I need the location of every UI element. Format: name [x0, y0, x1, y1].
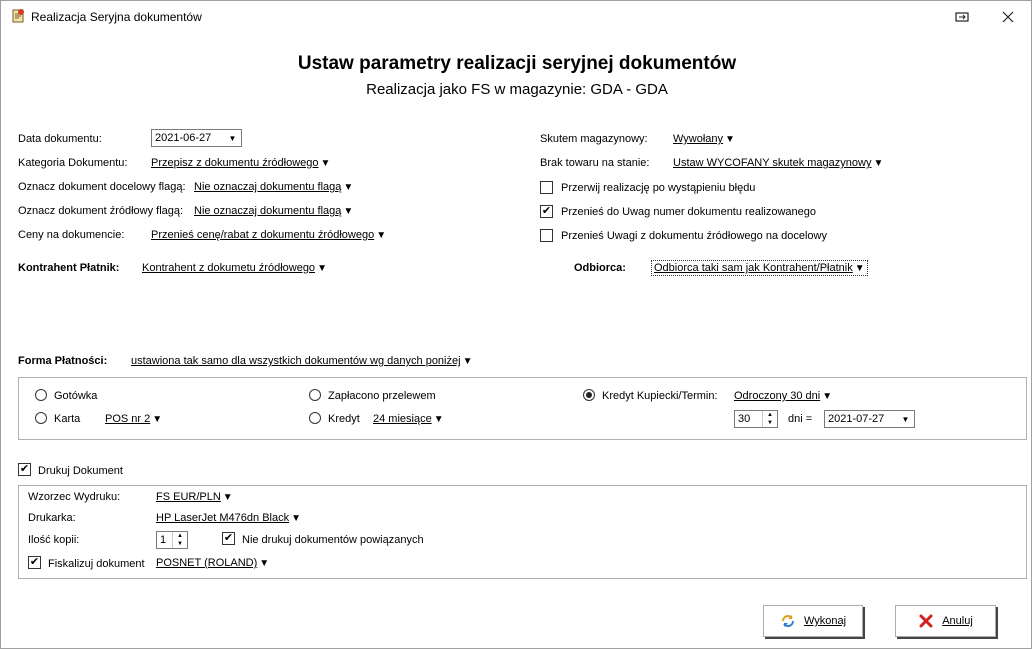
- fiskalizuj-dropdown[interactable]: [156, 557, 269, 569]
- payment-group: [18, 377, 1027, 440]
- kopie-value: 1: [160, 534, 167, 546]
- ceny-label: Ceny na dokumencie:: [18, 229, 125, 241]
- anuluj-label: Anuluj: [942, 615, 973, 627]
- zaplacono-label: Zapłacono przelewem: [328, 390, 436, 402]
- drukarka-dropdown[interactable]: [156, 512, 301, 524]
- fiskalizuj-label: Fiskalizuj dokument: [48, 558, 145, 570]
- kredyt-kupiecki-label: Kredyt Kupiecki/Termin:: [602, 390, 718, 402]
- dropdown-arrow-icon: ▼: [725, 134, 735, 145]
- chevron-down-icon: ▼: [228, 133, 237, 143]
- forma-platnosci-label: Forma Płatności:: [18, 355, 108, 367]
- gotowka-radio[interactable]: [35, 389, 47, 401]
- dropdown-arrow-icon: ▼: [222, 492, 233, 503]
- kopie-label: Ilość kopii:: [28, 534, 80, 546]
- spinner-arrows-icon[interactable]: ▲ ▼: [172, 532, 187, 548]
- zaplacono-radio[interactable]: [309, 389, 321, 401]
- przenies-uwagi-label: Przenieś Uwagi z dokumentu źródłowego na docelowy: [561, 230, 827, 242]
- anuluj-button[interactable]: [895, 605, 996, 637]
- drukarka-value: HP LaserJet M476dn Black: [156, 512, 290, 524]
- kredyt-dropdown[interactable]: [373, 413, 444, 425]
- wykonaj-button[interactable]: [763, 605, 863, 637]
- ceny-dropdown[interactable]: [151, 229, 386, 241]
- przerwij-label: Przerwij realizację po wystąpieniu błędu: [561, 182, 756, 194]
- forma-platnosci-dropdown[interactable]: [131, 355, 472, 367]
- kategoria-value: Przepisz z dokumentu źródłowego: [151, 157, 319, 169]
- karta-value: POS nr 2: [105, 413, 151, 425]
- kredyt-kupiecki-radio[interactable]: [583, 389, 595, 401]
- page-subtitle: Realizacja jako FS w magazynie: GDA - GDA: [366, 81, 668, 98]
- brak-towaru-dropdown[interactable]: [673, 157, 883, 169]
- kontrahent-dropdown[interactable]: [142, 262, 327, 274]
- drukuj-label: Drukuj Dokument: [38, 465, 123, 477]
- odbiorca-dropdown[interactable]: [651, 260, 868, 276]
- przenies-uwagi-checkbox[interactable]: [540, 229, 553, 242]
- dropdown-arrow-icon: ▼: [433, 414, 444, 425]
- flaga-docelowy-dropdown[interactable]: [194, 181, 353, 193]
- app-icon: [10, 8, 26, 24]
- window-title: Realizacja Seryjna dokumentów: [31, 10, 202, 24]
- dropdown-arrow-icon: ▼: [320, 158, 331, 169]
- cancel-x-icon: [918, 613, 934, 629]
- brak-towaru-value: Ustaw WYCOFANY skutek magazynowy: [673, 157, 872, 169]
- restore-icon: [955, 11, 969, 23]
- checkmark-icon: ✔: [223, 532, 234, 544]
- dropdown-arrow-icon: ▼: [873, 158, 884, 169]
- dropdown-arrow-icon: ▼: [822, 391, 833, 402]
- dni-label: dni =: [788, 413, 813, 425]
- przenies-numer-checkbox[interactable]: [540, 205, 553, 218]
- flaga-zrodlowy-value: Nie oznaczaj dokumentu flagą: [194, 205, 342, 217]
- nie-drukuj-checkbox[interactable]: [222, 532, 235, 545]
- flaga-docelowy-label: Oznacz dokument docelowy flagą:: [18, 181, 186, 193]
- kategoria-label: Kategoria Dokumentu:: [18, 157, 128, 169]
- odbiorca-value: Odbiorca taki sam jak Kontrahent/Płatnik: [654, 262, 853, 274]
- checkmark-icon: ✔: [19, 463, 30, 475]
- drukuj-checkbox[interactable]: [18, 463, 31, 476]
- dropdown-arrow-icon: ▼: [317, 263, 327, 274]
- termin-date-picker[interactable]: [824, 410, 915, 428]
- checkmark-icon: ✔: [541, 205, 552, 217]
- kredyt-radio[interactable]: [309, 412, 321, 424]
- karta-radio[interactable]: [35, 412, 47, 424]
- close-icon: [1002, 11, 1014, 23]
- drukarka-label: Drukarka:: [28, 512, 76, 524]
- gotowka-label: Gotówka: [54, 390, 98, 402]
- kredyt-value: 24 miesiące: [373, 413, 432, 425]
- dropdown-arrow-icon: ▼: [259, 558, 270, 569]
- ceny-value: Przenieś cenę/rabat z dokumentu źródłowego: [151, 229, 375, 241]
- dropdown-arrow-icon: ▼: [152, 414, 163, 425]
- dropdown-arrow-icon: ▼: [343, 206, 354, 217]
- fiskalizuj-value: POSNET (ROLAND): [156, 557, 258, 569]
- kredyt-label: Kredyt: [328, 413, 360, 425]
- skutek-value: Wywołany: [673, 133, 724, 145]
- karta-label: Karta: [54, 413, 81, 425]
- wykonaj-label: Wykonaj: [803, 615, 847, 627]
- przenies-numer-label: Przenieś do Uwag numer dokumentu realizowanego: [561, 206, 816, 218]
- kredyt-kupiecki-value: Odroczony 30 dni: [734, 390, 821, 402]
- title-bar: [1, 1, 1031, 32]
- nie-drukuj-label: Nie drukuj dokumentów powiązanych: [242, 534, 424, 546]
- refresh-icon: [780, 613, 796, 629]
- kredyt-kupiecki-dropdown[interactable]: [734, 390, 832, 402]
- wzorzec-dropdown[interactable]: [156, 491, 233, 503]
- spinner-arrows-icon[interactable]: ▲ ▼: [762, 411, 777, 427]
- data-dokumentu-label: Data dokumentu:: [18, 133, 102, 145]
- odbiorca-label: Odbiorca:: [574, 262, 626, 274]
- skutek-dropdown[interactable]: [673, 133, 735, 145]
- forma-platnosci-value: ustawiona tak samo dla wszystkich dokumentów wg danych poniżej: [131, 355, 461, 367]
- dropdown-arrow-icon: ▼: [376, 230, 387, 241]
- wzorzec-value: FS EUR/PLN: [156, 491, 221, 503]
- checkmark-icon: ✔: [29, 556, 40, 568]
- dni-spinner[interactable]: [734, 410, 778, 428]
- kontrahent-label: Kontrahent Płatnik:: [18, 262, 120, 274]
- karta-dropdown[interactable]: [105, 413, 162, 425]
- brak-towaru-label: Brak towaru na stanie:: [540, 157, 650, 169]
- dropdown-arrow-icon: ▼: [291, 513, 301, 524]
- restore-button[interactable]: [939, 1, 985, 32]
- flaga-docelowy-value: Nie oznaczaj dokumentu flagą: [194, 181, 342, 193]
- kontrahent-value: Kontrahent z dokumetu źródłowego: [142, 262, 316, 274]
- skutek-label: Skutem magazynowy:: [540, 133, 648, 145]
- chevron-down-icon: ▼: [901, 414, 910, 424]
- kategoria-dropdown[interactable]: [151, 157, 330, 169]
- data-dokumentu-value: 2021-06-27: [155, 132, 212, 144]
- przerwij-checkbox[interactable]: [540, 181, 553, 194]
- flaga-zrodlowy-dropdown[interactable]: [194, 205, 353, 217]
- dropdown-arrow-icon: ▼: [462, 356, 473, 367]
- flaga-zrodlowy-label: Oznacz dokument źródłowy flagą:: [18, 205, 184, 217]
- dropdown-arrow-icon: ▼: [854, 263, 865, 274]
- wzorzec-label: Wzorzec Wydruku:: [28, 491, 121, 503]
- dni-value: 30: [738, 413, 751, 425]
- fiskalizuj-checkbox[interactable]: [28, 556, 41, 569]
- termin-date-value: 2021-07-27: [828, 413, 885, 425]
- kopie-spinner[interactable]: [156, 531, 188, 549]
- page-title: Ustaw parametry realizacji seryjnej dokumentów: [297, 53, 737, 74]
- close-button[interactable]: [985, 1, 1031, 32]
- data-dokumentu-picker[interactable]: [151, 129, 242, 147]
- dropdown-arrow-icon: ▼: [343, 182, 354, 193]
